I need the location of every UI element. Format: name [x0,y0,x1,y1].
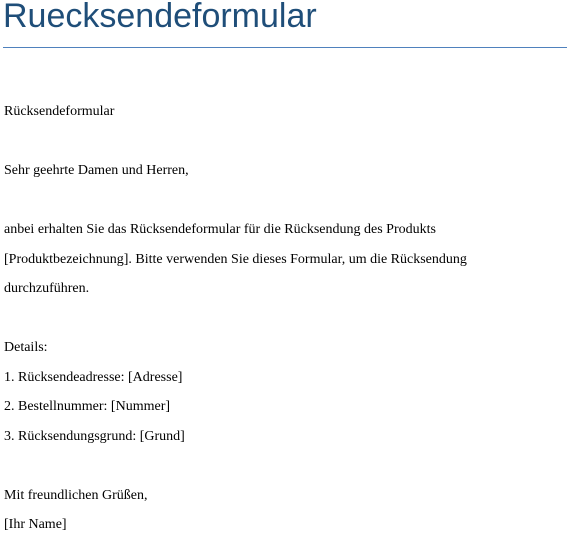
intro-line: durchzuführen. [4,281,90,296]
paragraph-gap [4,451,564,481]
intro-paragraph [4,215,564,304]
details-item: 3. Rücksendungsgrund: [Grund] [4,428,185,444]
paragraph-gap [4,304,564,334]
details-list [4,363,564,452]
details-item: 1. Rücksendeadresse: [Adresse] [4,369,183,385]
intro-line: anbei erhalten Sie das Rücksendeformular für die Rücksendung des Produkts [4,222,436,237]
document-title: Ruecksendeformular [3,0,317,35]
salutation: Sehr geehrte Damen und Herren, [4,163,189,178]
intro-line: [Produktbezeichnung]. Bitte verwenden Sie dieses Formular, um die Rücksendung [4,251,467,267]
closing-line: Mit freundlichen Grüßen, [4,487,148,503]
subject-line: Rücksendeformular [4,104,115,119]
details-label: Details: [4,340,48,355]
paragraph-gap [4,186,564,216]
paragraph-gap [4,127,564,157]
document-body [4,97,564,540]
signature: [Ihr Name] [4,517,67,532]
title-divider [3,47,567,48]
details-item: 2. Bestellnummer: [Nummer] [4,399,171,414]
